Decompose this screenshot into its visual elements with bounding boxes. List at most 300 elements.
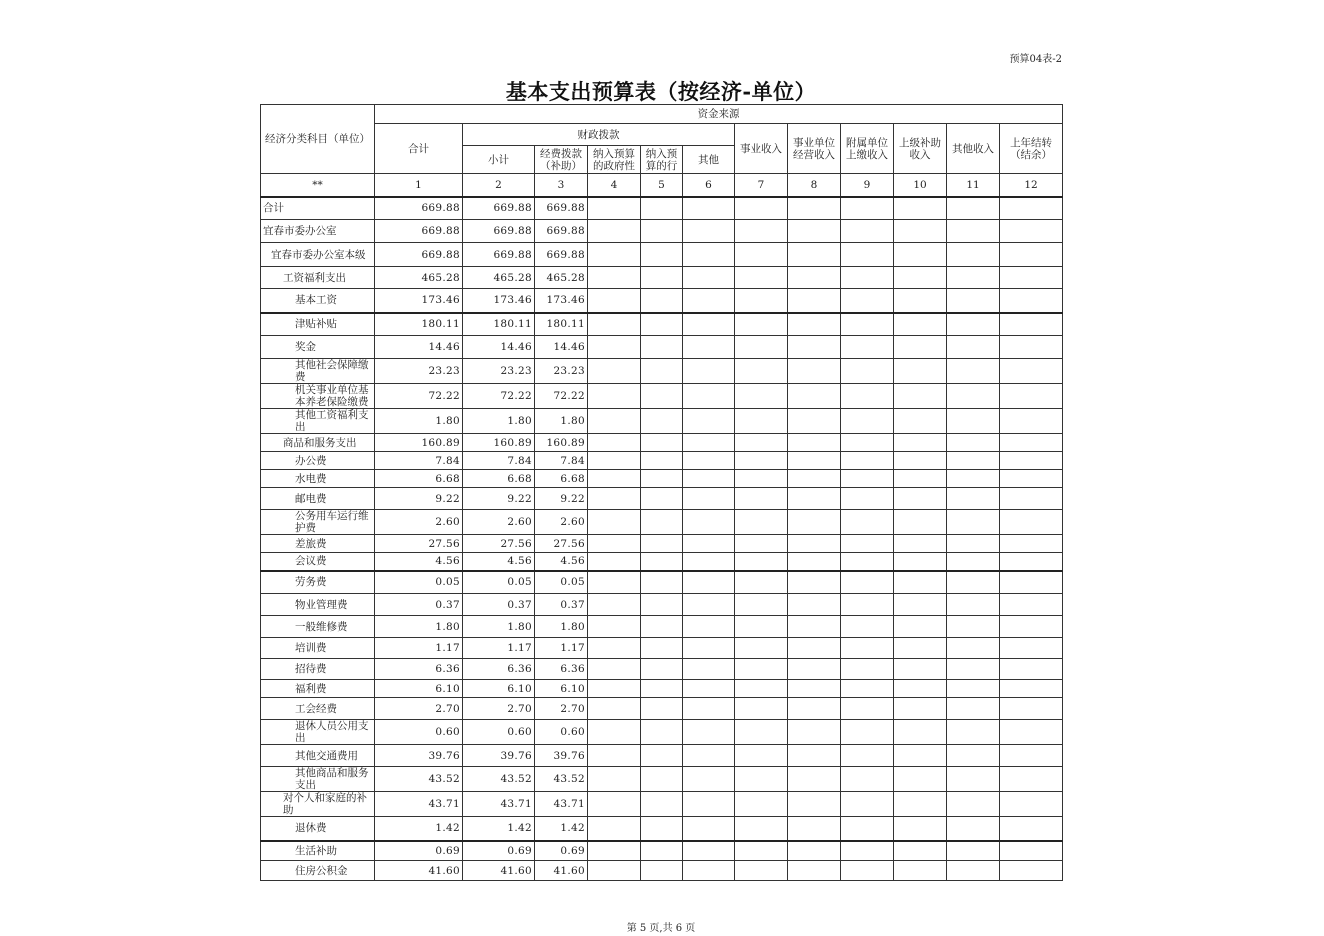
empty-cell (894, 359, 947, 384)
empty-cell (735, 510, 788, 535)
empty-cell (641, 817, 683, 841)
empty-cell (947, 434, 1000, 452)
empty-cell (641, 220, 683, 243)
grant-cell: 41.60 (535, 861, 588, 881)
total-cell: 2.70 (375, 698, 463, 720)
empty-cell (947, 659, 1000, 680)
empty-cell (641, 745, 683, 767)
page-footer: 第 5 页,共 6 页 (626, 923, 696, 934)
empty-cell (894, 409, 947, 434)
row-label: 住房公积金 (261, 861, 375, 881)
empty-cell (947, 841, 1000, 861)
empty-cell (894, 745, 947, 767)
empty-cell (841, 384, 894, 409)
empty-cell (588, 336, 641, 359)
table-row (261, 792, 1063, 817)
grant-cell: 2.60 (535, 510, 588, 535)
empty-cell (683, 289, 735, 313)
empty-cell (683, 535, 735, 553)
empty-cell (683, 510, 735, 535)
subtotal-cell: 0.05 (463, 571, 535, 594)
index-cell: 9 (841, 174, 894, 197)
empty-cell (788, 452, 841, 470)
index-cell: 4 (588, 174, 641, 197)
empty-cell (1000, 197, 1063, 220)
grant-cell: 0.60 (535, 720, 588, 745)
empty-cell (894, 698, 947, 720)
empty-cell (1000, 594, 1063, 616)
empty-cell (683, 861, 735, 881)
subtotal-cell: 23.23 (463, 359, 535, 384)
row-label: 会议费 (261, 553, 375, 571)
subtotal-cell: 9.22 (463, 488, 535, 510)
row-label: 工会经费 (261, 698, 375, 720)
row-label: 奖金 (261, 336, 375, 359)
index-cell: 2 (463, 174, 535, 197)
empty-cell (1000, 680, 1063, 698)
other-income-header: 其他收入 (947, 124, 1000, 174)
table-row (261, 698, 1063, 720)
index-cell: 1 (375, 174, 463, 197)
total-cell: 1.42 (375, 817, 463, 841)
grant-cell: 0.05 (535, 571, 588, 594)
empty-cell (894, 594, 947, 616)
empty-cell (683, 434, 735, 452)
empty-cell (1000, 817, 1063, 841)
empty-cell (894, 243, 947, 267)
table-row (261, 817, 1063, 841)
empty-cell (788, 767, 841, 792)
empty-cell (841, 767, 894, 792)
table-row (261, 767, 1063, 792)
empty-cell (947, 220, 1000, 243)
empty-cell (947, 616, 1000, 638)
empty-cell (588, 197, 641, 220)
empty-cell (683, 553, 735, 571)
empty-cell (735, 197, 788, 220)
empty-cell (894, 336, 947, 359)
empty-cell (735, 359, 788, 384)
empty-cell (735, 792, 788, 817)
table-row (261, 745, 1063, 767)
total-cell: 9.22 (375, 488, 463, 510)
row-label: 津贴补贴 (261, 313, 375, 336)
empty-cell (788, 243, 841, 267)
empty-cell (683, 384, 735, 409)
empty-cell (894, 510, 947, 535)
empty-cell (1000, 409, 1063, 434)
empty-cell (641, 359, 683, 384)
grant-cell: 7.84 (535, 452, 588, 470)
category-header: 经济分类科目（单位） (261, 105, 375, 174)
table-row (261, 409, 1063, 434)
grant-cell: 4.56 (535, 553, 588, 571)
empty-cell (894, 680, 947, 698)
index-cell: 10 (894, 174, 947, 197)
empty-cell (788, 720, 841, 745)
superior-subsidy-header: 上级补助收入 (894, 124, 947, 174)
empty-cell (683, 313, 735, 336)
empty-cell (641, 720, 683, 745)
empty-cell (641, 792, 683, 817)
empty-cell (894, 571, 947, 594)
table-row (261, 289, 1063, 313)
row-label: 机关事业单位基本养老保险缴费 (261, 384, 375, 409)
empty-cell (1000, 434, 1063, 452)
fund-source-header: 资金来源 (375, 105, 1063, 124)
empty-cell (641, 571, 683, 594)
empty-cell (588, 698, 641, 720)
total-cell: 2.60 (375, 510, 463, 535)
empty-cell (683, 336, 735, 359)
index-cell: ** (261, 174, 375, 197)
table-row (261, 488, 1063, 510)
empty-cell (735, 409, 788, 434)
empty-cell (841, 638, 894, 659)
empty-cell (735, 243, 788, 267)
empty-cell (788, 313, 841, 336)
grant-cell: 1.80 (535, 616, 588, 638)
table-row (261, 359, 1063, 384)
grant-cell: 23.23 (535, 359, 588, 384)
empty-cell (683, 792, 735, 817)
empty-cell (683, 698, 735, 720)
empty-cell (841, 659, 894, 680)
empty-cell (1000, 220, 1063, 243)
empty-cell (894, 289, 947, 313)
empty-cell (894, 434, 947, 452)
empty-cell (788, 698, 841, 720)
empty-cell (683, 488, 735, 510)
total-header: 合计 (375, 124, 463, 174)
grant-cell: 0.69 (535, 841, 588, 861)
index-cell: 11 (947, 174, 1000, 197)
empty-cell (947, 535, 1000, 553)
table-row (261, 594, 1063, 616)
empty-cell (894, 220, 947, 243)
row-label: 福利费 (261, 680, 375, 698)
grant-cell: 180.11 (535, 313, 588, 336)
empty-cell (788, 359, 841, 384)
empty-cell (683, 452, 735, 470)
empty-cell (588, 267, 641, 289)
empty-cell (588, 384, 641, 409)
empty-cell (947, 359, 1000, 384)
empty-cell (683, 409, 735, 434)
row-label: 差旅费 (261, 535, 375, 553)
empty-cell (588, 638, 641, 659)
empty-cell (735, 434, 788, 452)
empty-cell (641, 659, 683, 680)
empty-cell (588, 767, 641, 792)
subtotal-cell: 669.88 (463, 220, 535, 243)
empty-cell (641, 616, 683, 638)
empty-cell (683, 745, 735, 767)
empty-cell (894, 861, 947, 881)
subtotal-cell: 41.60 (463, 861, 535, 881)
empty-cell (641, 243, 683, 267)
empty-cell (947, 243, 1000, 267)
empty-cell (841, 510, 894, 535)
subtotal-cell: 0.69 (463, 841, 535, 861)
grant-cell: 6.68 (535, 470, 588, 488)
table-row (261, 470, 1063, 488)
empty-cell (894, 616, 947, 638)
total-cell: 14.46 (375, 336, 463, 359)
empty-cell (641, 861, 683, 881)
empty-cell (641, 553, 683, 571)
subtotal-cell: 2.70 (463, 698, 535, 720)
empty-cell (641, 409, 683, 434)
empty-cell (788, 267, 841, 289)
empty-cell (947, 767, 1000, 792)
empty-cell (788, 659, 841, 680)
row-label: 一般维修费 (261, 616, 375, 638)
subtotal-cell: 6.36 (463, 659, 535, 680)
empty-cell (683, 243, 735, 267)
empty-cell (683, 616, 735, 638)
empty-cell (1000, 638, 1063, 659)
table-row (261, 680, 1063, 698)
grant-cell: 72.22 (535, 384, 588, 409)
empty-cell (735, 720, 788, 745)
empty-cell (841, 861, 894, 881)
grant-cell: 173.46 (535, 289, 588, 313)
empty-cell (788, 488, 841, 510)
empty-cell (947, 289, 1000, 313)
total-cell: 43.71 (375, 792, 463, 817)
table-row (261, 434, 1063, 452)
empty-cell (588, 289, 641, 313)
grant-cell: 465.28 (535, 267, 588, 289)
empty-cell (841, 698, 894, 720)
empty-cell (841, 313, 894, 336)
empty-cell (641, 384, 683, 409)
empty-cell (788, 553, 841, 571)
grant-cell: 43.52 (535, 767, 588, 792)
empty-cell (947, 638, 1000, 659)
empty-cell (735, 220, 788, 243)
empty-cell (735, 553, 788, 571)
empty-cell (1000, 359, 1063, 384)
empty-cell (683, 594, 735, 616)
total-cell: 0.05 (375, 571, 463, 594)
empty-cell (641, 336, 683, 359)
row-label: 合计 (261, 197, 375, 220)
empty-cell (588, 720, 641, 745)
empty-cell (841, 817, 894, 841)
empty-cell (841, 197, 894, 220)
empty-cell (683, 638, 735, 659)
form-code: 预算04表-2 (1009, 54, 1062, 65)
empty-cell (894, 792, 947, 817)
empty-cell (788, 745, 841, 767)
subtotal-cell: 43.52 (463, 767, 535, 792)
empty-cell (947, 510, 1000, 535)
empty-cell (947, 594, 1000, 616)
total-cell: 0.60 (375, 720, 463, 745)
empty-cell (1000, 336, 1063, 359)
empty-cell (947, 861, 1000, 881)
empty-cell (841, 289, 894, 313)
empty-cell (894, 488, 947, 510)
empty-cell (588, 313, 641, 336)
grant-cell: 2.70 (535, 698, 588, 720)
total-cell: 4.56 (375, 553, 463, 571)
row-label: 商品和服务支出 (261, 434, 375, 452)
table-row (261, 452, 1063, 470)
empty-cell (1000, 571, 1063, 594)
total-cell: 0.69 (375, 841, 463, 861)
empty-cell (588, 220, 641, 243)
empty-cell (947, 698, 1000, 720)
subtotal-cell: 6.68 (463, 470, 535, 488)
empty-cell (788, 571, 841, 594)
empty-cell (683, 817, 735, 841)
grant-cell: 39.76 (535, 745, 588, 767)
empty-cell (894, 197, 947, 220)
empty-cell (735, 861, 788, 881)
empty-cell (735, 470, 788, 488)
subtotal-cell: 7.84 (463, 452, 535, 470)
row-label: 办公费 (261, 452, 375, 470)
empty-cell (588, 792, 641, 817)
empty-cell (841, 488, 894, 510)
grant-cell: 669.88 (535, 243, 588, 267)
budget-line-header: 纳入预算的行 (641, 146, 683, 174)
empty-cell (735, 594, 788, 616)
table-row (261, 571, 1063, 594)
page-title: 基本支出预算表（按经济-单位） (505, 79, 817, 104)
row-label: 工资福利支出 (261, 267, 375, 289)
empty-cell (641, 535, 683, 553)
empty-cell (641, 470, 683, 488)
table-row (261, 638, 1063, 659)
total-cell: 465.28 (375, 267, 463, 289)
empty-cell (947, 553, 1000, 571)
empty-cell (788, 434, 841, 452)
total-cell: 180.11 (375, 313, 463, 336)
empty-cell (1000, 535, 1063, 553)
empty-cell (735, 616, 788, 638)
empty-cell (735, 267, 788, 289)
empty-cell (1000, 659, 1063, 680)
row-label: 招待费 (261, 659, 375, 680)
empty-cell (735, 680, 788, 698)
grant-cell: 1.80 (535, 409, 588, 434)
grant-cell: 14.46 (535, 336, 588, 359)
row-label: 公务用车运行维护费 (261, 510, 375, 535)
empty-cell (841, 594, 894, 616)
fiscal-header: 财政拨款 (463, 124, 735, 146)
empty-cell (588, 861, 641, 881)
empty-cell (735, 452, 788, 470)
empty-cell (841, 680, 894, 698)
empty-cell (641, 510, 683, 535)
empty-cell (947, 792, 1000, 817)
row-label: 对个人和家庭的补助 (261, 792, 375, 817)
empty-cell (735, 289, 788, 313)
empty-cell (894, 384, 947, 409)
empty-cell (841, 409, 894, 434)
subtotal-cell: 39.76 (463, 745, 535, 767)
empty-cell (1000, 841, 1063, 861)
total-cell: 6.68 (375, 470, 463, 488)
row-label: 退休人员公用支出 (261, 720, 375, 745)
table-row (261, 220, 1063, 243)
empty-cell (588, 817, 641, 841)
grant-cell: 669.88 (535, 197, 588, 220)
row-label: 生活补助 (261, 841, 375, 861)
empty-cell (588, 680, 641, 698)
total-cell: 669.88 (375, 243, 463, 267)
empty-cell (641, 434, 683, 452)
empty-cell (683, 470, 735, 488)
empty-cell (641, 452, 683, 470)
empty-cell (947, 470, 1000, 488)
total-cell: 1.80 (375, 409, 463, 434)
empty-cell (588, 434, 641, 452)
empty-cell (683, 841, 735, 861)
table-row (261, 861, 1063, 881)
table-row (261, 720, 1063, 745)
empty-cell (735, 698, 788, 720)
empty-cell (894, 267, 947, 289)
empty-cell (788, 289, 841, 313)
empty-cell (641, 594, 683, 616)
empty-cell (735, 638, 788, 659)
subtotal-header: 小计 (463, 146, 535, 174)
empty-cell (735, 745, 788, 767)
empty-cell (1000, 384, 1063, 409)
total-cell: 1.80 (375, 616, 463, 638)
empty-cell (947, 409, 1000, 434)
empty-cell (588, 452, 641, 470)
total-cell: 0.37 (375, 594, 463, 616)
empty-cell (841, 571, 894, 594)
empty-cell (588, 488, 641, 510)
empty-cell (947, 720, 1000, 745)
empty-cell (841, 470, 894, 488)
empty-cell (735, 841, 788, 861)
row-label: 培训费 (261, 638, 375, 659)
table-row (261, 336, 1063, 359)
empty-cell (641, 680, 683, 698)
subtotal-cell: 669.88 (463, 197, 535, 220)
empty-cell (1000, 470, 1063, 488)
empty-cell (788, 616, 841, 638)
subtotal-cell: 1.80 (463, 409, 535, 434)
empty-cell (588, 745, 641, 767)
row-label: 宜春市委办公室 (261, 220, 375, 243)
empty-cell (683, 267, 735, 289)
empty-cell (788, 336, 841, 359)
empty-cell (788, 220, 841, 243)
empty-cell (894, 470, 947, 488)
empty-cell (788, 792, 841, 817)
row-label: 其他工资福利支出 (261, 409, 375, 434)
subtotal-cell: 0.37 (463, 594, 535, 616)
table-row (261, 313, 1063, 336)
row-label: 基本工资 (261, 289, 375, 313)
empty-cell (641, 289, 683, 313)
empty-cell (1000, 488, 1063, 510)
table-row (261, 841, 1063, 861)
subtotal-cell: 2.60 (463, 510, 535, 535)
empty-cell (1000, 510, 1063, 535)
empty-cell (641, 313, 683, 336)
subtotal-cell: 6.10 (463, 680, 535, 698)
